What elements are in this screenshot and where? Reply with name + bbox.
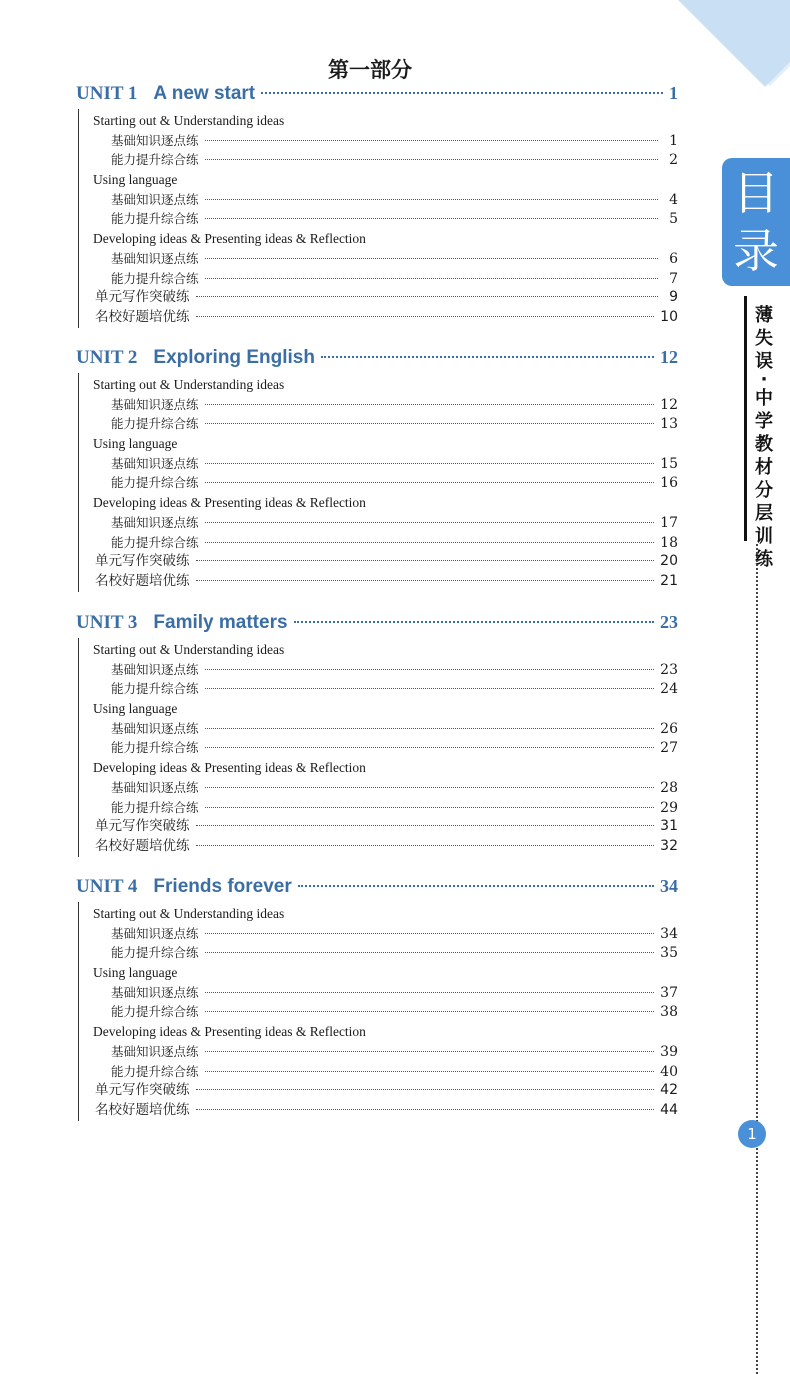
toc-entry[interactable] [79, 209, 678, 229]
entry-page-number: 1 [669, 132, 678, 149]
section-heading [79, 375, 678, 395]
entry-page-number: 38 [660, 1004, 678, 1021]
leader-dots [205, 1051, 655, 1052]
entry-page-number: 2 [669, 152, 678, 169]
unit-heading[interactable] [76, 609, 678, 635]
entry-title: Using language [93, 965, 178, 981]
entry-page-number: 26 [660, 720, 678, 737]
leader-dots [196, 845, 655, 846]
entry-title: 基础知识逐点练 [111, 720, 199, 736]
toc-entry[interactable] [79, 738, 678, 758]
entry-title: 基础知识逐点练 [111, 455, 199, 471]
leader-dots [205, 159, 658, 160]
entry-title: 基础知识逐点练 [111, 779, 199, 795]
unit-entries [78, 902, 678, 1121]
entry-page-number: 17 [660, 514, 678, 531]
unit-label: UNIT 3 [76, 612, 138, 633]
unit-block [76, 873, 678, 1121]
unit-name: Friends forever [153, 876, 292, 897]
entry-title: 能力提升综合练 [111, 475, 199, 491]
unit-label: UNIT 2 [76, 347, 138, 368]
toc-entry[interactable] [79, 1081, 678, 1101]
entry-page-number: 37 [660, 984, 678, 1001]
entry-page-number: 13 [660, 416, 678, 433]
entry-title: Using language [93, 436, 178, 452]
entry-title: 基础知识逐点练 [111, 132, 199, 148]
entry-page-number: 44 [660, 1101, 678, 1118]
leader-dots [205, 933, 655, 934]
unit-entries [78, 109, 678, 328]
unit-block [76, 609, 678, 857]
leader-dots [321, 356, 654, 358]
section-heading [79, 229, 678, 249]
entry-title: 基础知识逐点练 [111, 250, 199, 266]
entry-page-number: 18 [660, 534, 678, 551]
entry-page-number: 6 [669, 250, 678, 267]
toc-entry[interactable] [79, 308, 678, 328]
entry-page-number: 15 [660, 455, 678, 472]
leader-dots [205, 423, 655, 424]
entry-page-number: 34 [660, 925, 678, 942]
toc-entry[interactable] [79, 943, 678, 963]
tab-char: 录 [733, 224, 779, 278]
unit-entries [78, 373, 678, 592]
leader-dots [196, 1109, 655, 1110]
contents-tab [722, 158, 790, 286]
toc-entry[interactable] [79, 572, 678, 592]
section-heading [79, 758, 678, 778]
entry-page-number: 7 [669, 270, 678, 287]
entry-title: 名校好题培优练 [95, 837, 190, 854]
entry-title: 名校好题培优练 [95, 308, 190, 325]
toc-entry[interactable] [79, 249, 678, 269]
entry-page-number: 21 [660, 572, 678, 589]
entry-title: Starting out & Understanding ideas [93, 906, 285, 921]
leader-dots [196, 1089, 655, 1090]
leader-dots [205, 522, 655, 523]
unit-page-number: 1 [669, 83, 678, 103]
unit-name: Exploring English [153, 347, 315, 368]
leader-dots [205, 1071, 655, 1072]
leader-dots [196, 580, 655, 581]
toc-entry[interactable] [79, 473, 678, 493]
toc-entry[interactable] [79, 414, 678, 434]
series-title: 薄 失 误 · 中 学 教 材 分 层 训 练 [755, 305, 773, 570]
leader-dots [205, 728, 655, 729]
entry-title: 能力提升综合练 [111, 534, 199, 550]
entry-title: 能力提升综合练 [111, 740, 199, 756]
entry-title: Using language [93, 172, 178, 188]
tab-char: 目 [733, 166, 779, 220]
leader-dots [205, 787, 655, 788]
leader-dots [205, 669, 655, 670]
toc-entry[interactable] [79, 837, 678, 857]
unit-label: UNIT 4 [76, 876, 138, 897]
entry-title: 单元写作突破练 [95, 289, 190, 306]
entry-title: 能力提升综合练 [111, 1063, 199, 1079]
side-bar [744, 296, 747, 541]
unit-page-number: 12 [660, 347, 678, 367]
entry-title: 单元写作突破练 [95, 553, 190, 570]
entry-title: 能力提升综合练 [111, 270, 199, 286]
unit-heading[interactable] [76, 873, 678, 899]
entry-page-number: 20 [660, 553, 678, 570]
toc-entry[interactable] [79, 288, 678, 308]
entry-title: Starting out & Understanding ideas [93, 642, 285, 657]
entry-page-number: 4 [669, 191, 678, 208]
toc-entry[interactable] [79, 660, 678, 680]
entry-page-number: 12 [660, 396, 678, 413]
entry-page-number: 39 [660, 1043, 678, 1060]
toc-entry[interactable] [79, 454, 678, 474]
section-heading [79, 699, 678, 719]
entry-title: Developing ideas & Presenting ideas & Reflection [93, 1024, 366, 1040]
leader-dots [205, 688, 655, 689]
leader-dots [196, 316, 655, 317]
toc-entry[interactable] [79, 817, 678, 837]
entry-title: 能力提升综合练 [111, 799, 199, 815]
section-heading [79, 640, 678, 660]
leader-dots [261, 92, 663, 94]
entry-page-number: 9 [669, 289, 678, 306]
leader-dots [205, 1011, 655, 1012]
unit-block [76, 80, 678, 328]
toc-entry[interactable] [79, 983, 678, 1003]
entry-page-number: 32 [660, 837, 678, 854]
entry-title: 能力提升综合练 [111, 681, 199, 697]
entry-title: 基础知识逐点练 [111, 514, 199, 530]
entry-title: 基础知识逐点练 [111, 925, 199, 941]
toc-entry[interactable] [79, 719, 678, 739]
entry-title: Using language [93, 701, 178, 717]
entry-page-number: 31 [660, 818, 678, 835]
entry-page-number: 27 [660, 740, 678, 757]
entry-title: Developing ideas & Presenting ideas & Reflection [93, 760, 366, 776]
toc-entry[interactable] [79, 778, 678, 798]
entry-page-number: 24 [660, 681, 678, 698]
part-title: 第一部分 [328, 58, 412, 82]
leader-dots [205, 542, 655, 543]
entry-title: Developing ideas & Presenting ideas & Reflection [93, 231, 366, 247]
entry-title: 能力提升综合练 [111, 1004, 199, 1020]
entry-title: 基础知识逐点练 [111, 984, 199, 1000]
toc-entry[interactable] [79, 679, 678, 699]
toc-entry[interactable] [79, 1062, 678, 1082]
section-heading [79, 111, 678, 131]
entry-page-number: 28 [660, 779, 678, 796]
leader-dots [205, 952, 655, 953]
entry-title: Starting out & Understanding ideas [93, 113, 285, 128]
leader-dots [205, 482, 655, 483]
entry-title: 基础知识逐点练 [111, 396, 199, 412]
leader-dots [298, 885, 654, 887]
unit-name: A new start [153, 83, 256, 104]
toc-entry[interactable] [79, 798, 678, 818]
leader-dots [205, 258, 658, 259]
leader-dots [205, 140, 658, 141]
leader-dots [205, 463, 655, 464]
section-heading [79, 904, 678, 924]
entry-title: 基础知识逐点练 [111, 191, 199, 207]
entry-page-number: 10 [660, 308, 678, 325]
leader-dots [205, 807, 655, 808]
entry-title: Developing ideas & Presenting ideas & Reflection [93, 495, 366, 511]
toc-entry[interactable] [79, 1042, 678, 1062]
leader-dots [196, 296, 659, 297]
leader-dots [205, 218, 658, 219]
toc-entry[interactable] [79, 150, 678, 170]
toc-entry[interactable] [79, 552, 678, 572]
entry-title: 名校好题培优练 [95, 1101, 190, 1118]
section-heading [79, 963, 678, 983]
entry-title: 单元写作突破练 [95, 1082, 190, 1099]
entry-title: 单元写作突破练 [95, 818, 190, 835]
unit-page-number: 23 [660, 612, 678, 632]
leader-dots [205, 992, 655, 993]
entry-title: 能力提升综合练 [111, 416, 199, 432]
entry-page-number: 16 [660, 475, 678, 492]
unit-block [76, 344, 678, 592]
unit-page-number: 34 [660, 876, 678, 896]
leader-dots [196, 560, 655, 561]
toc-entry[interactable] [79, 131, 678, 151]
toc-entry[interactable] [79, 924, 678, 944]
side-dotted-line [756, 544, 758, 1374]
entry-page-number: 5 [669, 211, 678, 228]
toc-entry[interactable] [79, 395, 678, 415]
entry-title: 名校好题培优练 [95, 572, 190, 589]
entry-title: 能力提升综合练 [111, 945, 199, 961]
entry-page-number: 35 [660, 945, 678, 962]
entry-title: 基础知识逐点练 [111, 1043, 199, 1059]
toc-entry[interactable] [79, 1002, 678, 1022]
section-heading [79, 493, 678, 513]
toc-entry[interactable] [79, 513, 678, 533]
unit-name: Family matters [153, 612, 288, 633]
leader-dots [205, 404, 655, 405]
entry-page-number: 42 [660, 1082, 678, 1099]
entry-title: 能力提升综合练 [111, 152, 199, 168]
entry-title: 能力提升综合练 [111, 211, 199, 227]
entry-page-number: 29 [660, 799, 678, 816]
toc-entry[interactable] [79, 190, 678, 210]
entry-title: Starting out & Understanding ideas [93, 377, 285, 392]
section-heading [79, 1022, 678, 1042]
toc-entry[interactable] [79, 269, 678, 289]
leader-dots [205, 199, 658, 200]
entry-title: 基础知识逐点练 [111, 661, 199, 677]
entry-page-number: 40 [660, 1063, 678, 1080]
page-number-badge: 1 [738, 1120, 766, 1148]
unit-heading[interactable] [76, 344, 678, 370]
toc-entry[interactable] [79, 533, 678, 553]
leader-dots [205, 278, 658, 279]
leader-dots [205, 747, 655, 748]
entry-page-number: 23 [660, 661, 678, 678]
unit-label: UNIT 1 [76, 83, 138, 104]
unit-entries [78, 638, 678, 857]
leader-dots [294, 621, 654, 623]
section-heading [79, 434, 678, 454]
unit-heading[interactable] [76, 80, 678, 106]
section-heading [79, 170, 678, 190]
leader-dots [196, 825, 655, 826]
toc-entry[interactable] [79, 1101, 678, 1121]
